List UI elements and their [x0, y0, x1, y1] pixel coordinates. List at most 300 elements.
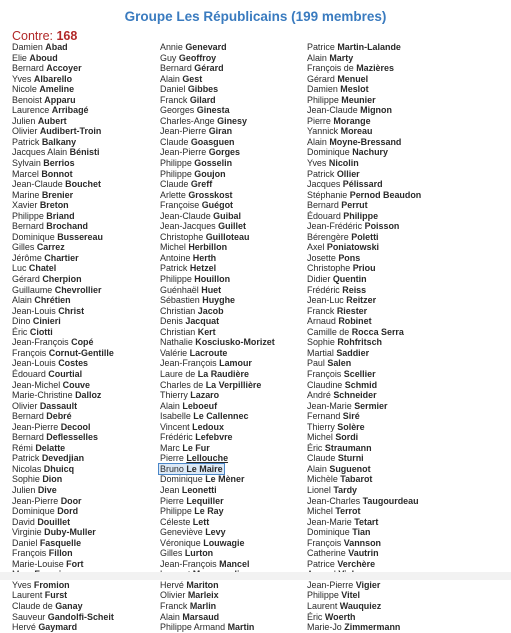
member-first-name: Philippe [160, 168, 192, 179]
member-last-name: La Verpillière [205, 379, 262, 390]
member-first-name: Christophe [307, 263, 351, 274]
member-first-name: Bruno [160, 463, 184, 474]
member-last-name: Devedjian [41, 453, 85, 464]
member-first-name: Christophe [160, 231, 204, 242]
member-first-name: Patrice [307, 42, 335, 52]
member-item [307, 422, 421, 433]
member-column-2 [160, 42, 275, 633]
member-item [12, 485, 114, 496]
member-item [12, 306, 114, 317]
member-first-name: Marie-Louise [12, 558, 64, 569]
member-first-name: Marie-Jo [307, 622, 342, 633]
member-first-name: Yves [307, 158, 327, 169]
member-first-name: Catherine [307, 548, 346, 559]
contre-count: 168 [56, 29, 78, 43]
member-item [160, 295, 275, 306]
member-first-name: Patrice [307, 558, 335, 569]
member-first-name: Jean-Claude [12, 179, 63, 190]
member-item [12, 63, 114, 74]
member-first-name: Marie-Christine [12, 390, 73, 401]
member-item [160, 422, 275, 433]
member-last-name: Geoffroy [178, 52, 217, 63]
member-first-name: Guénhaël [160, 284, 199, 295]
member-first-name: Édouard [307, 210, 341, 221]
member-first-name: Guillaume [12, 284, 53, 295]
member-item [12, 464, 114, 475]
member-last-name: Rohfritsch [337, 337, 383, 348]
member-first-name: Dominique [12, 506, 55, 517]
member-last-name: Poniatowski [326, 242, 380, 253]
member-first-name: Laure de [160, 368, 196, 379]
member-last-name: Robinet [338, 316, 372, 327]
member-last-name: Bénisti [69, 147, 100, 158]
member-last-name: Chatel [28, 263, 57, 274]
member-last-name: Huet [201, 284, 222, 295]
member-item [307, 622, 421, 633]
member-last-name: Goujon [194, 168, 226, 179]
member-item [12, 84, 114, 95]
member-item [307, 601, 421, 612]
member-last-name: Cinieri [32, 316, 61, 327]
member-last-name: Genevard [185, 42, 227, 52]
member-first-name: François [12, 347, 47, 358]
member-first-name: Thierry [160, 390, 188, 401]
member-item [307, 126, 421, 137]
member-item [160, 316, 275, 327]
member-last-name: Herth [192, 252, 217, 263]
member-item [160, 401, 275, 412]
member-last-name: Houillon [194, 274, 231, 285]
member-item [12, 263, 114, 274]
member-last-name: Louwagie [203, 537, 245, 548]
member-last-name: Guilloteau [205, 231, 250, 242]
member-last-name: Cherpion [42, 274, 82, 285]
member-last-name: Gest [182, 73, 203, 84]
member-last-name: Herbillon [188, 242, 228, 253]
member-item [307, 506, 421, 517]
member-last-name: Audibert-Troin [39, 126, 102, 137]
member-item [307, 590, 421, 601]
member-first-name: Didier [307, 274, 331, 285]
member-item [307, 137, 421, 148]
member-first-name: Gérard [12, 274, 40, 285]
member-last-name: Delatte [35, 442, 66, 453]
member-item [307, 179, 421, 190]
member-last-name: Mancel [219, 558, 250, 569]
member-first-name: Denis [160, 316, 183, 327]
member-item [160, 358, 275, 369]
member-first-name: Georges [160, 105, 195, 116]
member-first-name: Xavier [12, 200, 38, 211]
member-item [160, 590, 275, 601]
member-first-name: Damien [12, 42, 43, 52]
member-item [160, 538, 275, 549]
member-column-1 [12, 42, 114, 633]
member-last-name: Bonnot [41, 168, 73, 179]
member-item [307, 474, 421, 485]
member-first-name: Benoist [12, 94, 42, 105]
member-first-name: Franck [160, 94, 188, 105]
member-first-name: Nicole [12, 84, 37, 95]
member-last-name: Poletti [351, 231, 379, 242]
member-first-name: Paul [307, 358, 325, 369]
member-item [12, 348, 114, 359]
member-item [160, 242, 275, 253]
member-first-name: Alain [307, 136, 327, 147]
member-last-name: Woerth [324, 611, 356, 622]
member-last-name: Zimmermann [344, 622, 401, 633]
member-first-name: Jean-François [12, 337, 69, 348]
member-item [12, 190, 114, 201]
member-last-name: Suguenot [329, 463, 371, 474]
member-column-3 [307, 42, 421, 633]
contre-summary [12, 29, 77, 43]
member-first-name: Julien [12, 115, 36, 126]
member-last-name: Sturni [337, 453, 364, 464]
member-last-name: Fasquelle [39, 537, 82, 548]
member-last-name: Jacob [197, 305, 224, 316]
member-last-name: Aboud [29, 52, 58, 63]
member-item [160, 348, 275, 359]
member-first-name: Marcel [12, 168, 39, 179]
member-last-name: Couve [62, 379, 90, 390]
member-item [12, 53, 114, 64]
member-last-name: Nicolin [328, 158, 359, 169]
member-first-name: Annie [160, 42, 183, 52]
member-first-name: Édouard [12, 368, 46, 379]
member-item [307, 337, 421, 348]
member-last-name: Tian [352, 527, 371, 538]
member-first-name: Gilles [12, 242, 35, 253]
member-first-name: Frédéric [307, 284, 340, 295]
member-last-name: Pernod Beaudon [349, 189, 422, 200]
member-last-name: Perrut [341, 200, 368, 211]
member-last-name: Carrez [36, 242, 65, 253]
member-item [307, 211, 421, 222]
bottom-edge [0, 572, 511, 580]
member-last-name: Gorges [208, 147, 240, 158]
member-first-name: Thierry [307, 421, 335, 432]
member-item [12, 232, 114, 243]
member-last-name: Accoyer [46, 63, 82, 74]
member-item [12, 242, 114, 253]
member-last-name: Reitzer [346, 295, 377, 306]
member-first-name: Philippe Armand [160, 622, 226, 633]
member-last-name: Solère [337, 421, 365, 432]
member-item [160, 105, 275, 116]
member-last-name: Breton [39, 200, 69, 211]
member-item [12, 179, 114, 190]
member-item [307, 169, 421, 180]
member-last-name: Decool [60, 421, 91, 432]
member-item [160, 517, 275, 528]
member-first-name: Gilles [160, 548, 183, 559]
member-last-name: Ginesta [196, 105, 230, 116]
member-item [12, 369, 114, 380]
member-item [12, 158, 114, 169]
member-first-name: Camille de [307, 326, 350, 337]
member-first-name: Rémi [12, 442, 33, 453]
member-item [307, 84, 421, 95]
member-last-name: Guégot [201, 200, 234, 211]
member-first-name: Éric [12, 326, 28, 337]
member-item [12, 559, 114, 570]
member-last-name: Ginesy [217, 115, 247, 126]
member-item [12, 105, 114, 116]
member-first-name: Sauveur [12, 611, 46, 622]
member-first-name: Vincent [160, 421, 190, 432]
member-last-name: Gandolfi-Scheit [47, 611, 114, 622]
member-first-name: Nathalie [160, 337, 193, 348]
member-item [307, 53, 421, 64]
member-first-name: Pierre [307, 115, 331, 126]
member-item [307, 253, 421, 264]
member-item [160, 274, 275, 285]
member-item [12, 211, 114, 222]
member-item [12, 538, 114, 549]
member-item [307, 105, 421, 116]
member-first-name: Jacques Alain [12, 147, 68, 158]
member-item [160, 548, 275, 559]
member-first-name: Patrick [12, 453, 40, 464]
member-item [12, 453, 114, 464]
member-first-name: Nicolas [12, 463, 42, 474]
member-last-name: Pélissard [342, 179, 383, 190]
member-first-name: Alain [12, 295, 32, 306]
member-item [307, 306, 421, 317]
member-last-name: Deflesselles [46, 432, 98, 443]
member-item [12, 432, 114, 443]
member-item [160, 158, 275, 169]
member-last-name: Aubert [37, 115, 67, 126]
member-first-name: Jean-Pierre [12, 495, 59, 506]
member-first-name: Jean-Pierre [307, 579, 354, 590]
member-item [12, 358, 114, 369]
member-first-name: Céleste [160, 516, 191, 527]
member-first-name: Claude [160, 179, 189, 190]
member-first-name: Gérard [307, 73, 335, 84]
member-last-name: Tabarot [340, 474, 373, 485]
member-item [12, 147, 114, 158]
member-item [307, 517, 421, 528]
member-last-name: Menuel [337, 73, 369, 84]
member-first-name: Philippe [160, 506, 192, 517]
member-first-name: Franck [307, 305, 335, 316]
member-last-name: Lefebvre [195, 432, 233, 443]
member-last-name: Poisson [364, 221, 400, 232]
member-last-name: Jacquat [185, 316, 220, 327]
member-last-name: Dord [57, 506, 79, 517]
member-first-name: Jean-Pierre [12, 421, 59, 432]
member-first-name: Damien [307, 84, 338, 95]
member-first-name: Jacques [307, 179, 341, 190]
member-last-name: Huyghe [202, 295, 236, 306]
member-last-name: Lellouche [186, 453, 229, 464]
member-item [12, 527, 114, 538]
member-item [160, 601, 275, 612]
member-last-name: Levy [205, 527, 226, 538]
member-last-name: Lett [192, 516, 210, 527]
member-last-name: Berrios [43, 158, 75, 169]
member-last-name: Copé [71, 337, 94, 348]
member-item [12, 506, 114, 517]
member-item [12, 390, 114, 401]
member-item [307, 559, 421, 570]
member-item [12, 474, 114, 485]
member-first-name: Jean [160, 484, 180, 495]
member-last-name: Nachury [352, 147, 388, 158]
member-last-name: Moreau [340, 126, 373, 137]
member-first-name: Guy [160, 52, 177, 63]
member-last-name: Tetart [354, 516, 379, 527]
member-first-name: Isabelle [160, 411, 191, 422]
member-first-name: Alain [160, 611, 180, 622]
member-item [307, 485, 421, 496]
member-first-name: Lionel [307, 484, 331, 495]
member-item [160, 285, 275, 296]
member-last-name: Ameline [39, 84, 75, 95]
member-last-name: Dassault [39, 400, 78, 411]
member-last-name: Le Ray [194, 506, 224, 517]
member-first-name: Jean-Michel [12, 379, 61, 390]
member-item [307, 116, 421, 127]
member-last-name: Douillet [37, 516, 71, 527]
member-first-name: Michèle [307, 474, 338, 485]
member-last-name: Verchère [337, 558, 376, 569]
member-first-name: Fernand [307, 411, 341, 422]
member-first-name: Laurent [12, 590, 43, 601]
member-item [307, 401, 421, 412]
member-first-name: Virginie [12, 527, 42, 538]
member-item [160, 211, 275, 222]
member-first-name: Jean-Charles [307, 495, 361, 506]
member-last-name: Schneider [333, 390, 377, 401]
member-last-name: Greff [190, 179, 213, 190]
member-first-name: Patrick [12, 136, 40, 147]
member-last-name: Grosskost [188, 189, 233, 200]
member-first-name: François [307, 368, 342, 379]
member-first-name: Christian [160, 326, 196, 337]
member-last-name: Ganay [55, 600, 83, 611]
member-first-name: Arnaud [307, 316, 336, 327]
member-last-name: Gilard [189, 94, 216, 105]
member-item [12, 401, 114, 412]
member-item [307, 147, 421, 158]
member-item [307, 263, 421, 274]
member-last-name: Balkany [41, 136, 77, 147]
member-item [307, 369, 421, 380]
member-first-name: Claude [307, 453, 336, 464]
member-first-name: Jean-Louis [12, 358, 56, 369]
member-last-name: Quentin [332, 274, 367, 285]
member-first-name: Jean-Pierre [160, 147, 207, 158]
member-item [307, 242, 421, 253]
member-last-name: Ledoux [192, 421, 224, 432]
member-last-name: Philippe [343, 210, 379, 221]
member-first-name: Alain [160, 73, 180, 84]
member-item [12, 137, 114, 148]
member-item [307, 580, 421, 591]
member-item [12, 580, 114, 591]
member-last-name: Terrot [335, 506, 361, 517]
member-last-name: Chrétien [34, 295, 71, 306]
member-item [307, 464, 421, 475]
member-item [12, 380, 114, 391]
member-item [12, 42, 114, 53]
member-first-name: Bernard [12, 221, 44, 232]
member-last-name: Fort [66, 558, 84, 569]
member-item [160, 179, 275, 190]
member-last-name: Brenier [41, 189, 74, 200]
member-first-name: Dino [12, 316, 31, 327]
member-first-name: Alain [307, 463, 327, 474]
member-first-name: André [307, 390, 331, 401]
member-last-name: Tardy [333, 484, 358, 495]
member-first-name: Alain [160, 400, 180, 411]
member-last-name: Vautrin [348, 548, 379, 559]
member-item [160, 496, 275, 507]
member-first-name: Éric [307, 442, 323, 453]
member-last-name: Straumann [324, 442, 372, 453]
member-item [12, 116, 114, 127]
member-first-name: Patrick [307, 168, 335, 179]
member-item [12, 327, 114, 338]
member-first-name: Dominique [307, 527, 350, 538]
member-item [160, 53, 275, 64]
member-first-name: Luc [12, 263, 27, 274]
member-item [12, 422, 114, 433]
member-item [12, 285, 114, 296]
member-first-name: David [12, 516, 35, 527]
member-first-name: Alain [307, 52, 327, 63]
member-last-name: Schmid [344, 379, 378, 390]
member-item [307, 548, 421, 559]
member-first-name: Axel [307, 242, 325, 253]
member-item [307, 443, 421, 454]
member-item [12, 622, 114, 633]
member-last-name: Arribagé [51, 105, 89, 116]
member-item [160, 464, 275, 475]
member-last-name: Chevrollier [54, 284, 102, 295]
member-first-name: Julien [12, 484, 36, 495]
member-last-name: Mariton [186, 579, 219, 590]
member-item [12, 590, 114, 601]
member-first-name: Marc [160, 442, 180, 453]
member-first-name: Frédéric [160, 432, 193, 443]
member-last-name: Leboeuf [182, 400, 218, 411]
member-last-name: Gosselin [194, 158, 233, 169]
member-last-name: Courtial [48, 368, 83, 379]
member-first-name: Olivier [12, 126, 38, 137]
member-last-name: Taugourdeau [362, 495, 419, 506]
member-first-name: Dominique [160, 474, 203, 485]
member-item [160, 137, 275, 148]
member-item [307, 42, 421, 53]
member-item [307, 390, 421, 401]
member-first-name: Jean-Frédéric [307, 221, 363, 232]
member-item [307, 432, 421, 443]
member-first-name: Jean-Louis [12, 305, 56, 316]
member-first-name: Bernard [12, 411, 44, 422]
member-item [307, 527, 421, 538]
member-item [160, 190, 275, 201]
member-last-name: Lamour [219, 358, 252, 369]
member-item [307, 612, 421, 623]
member-first-name: Jean-François [160, 358, 217, 369]
member-item [160, 622, 275, 633]
member-item [307, 453, 421, 464]
member-last-name: Le Fur [182, 442, 210, 453]
